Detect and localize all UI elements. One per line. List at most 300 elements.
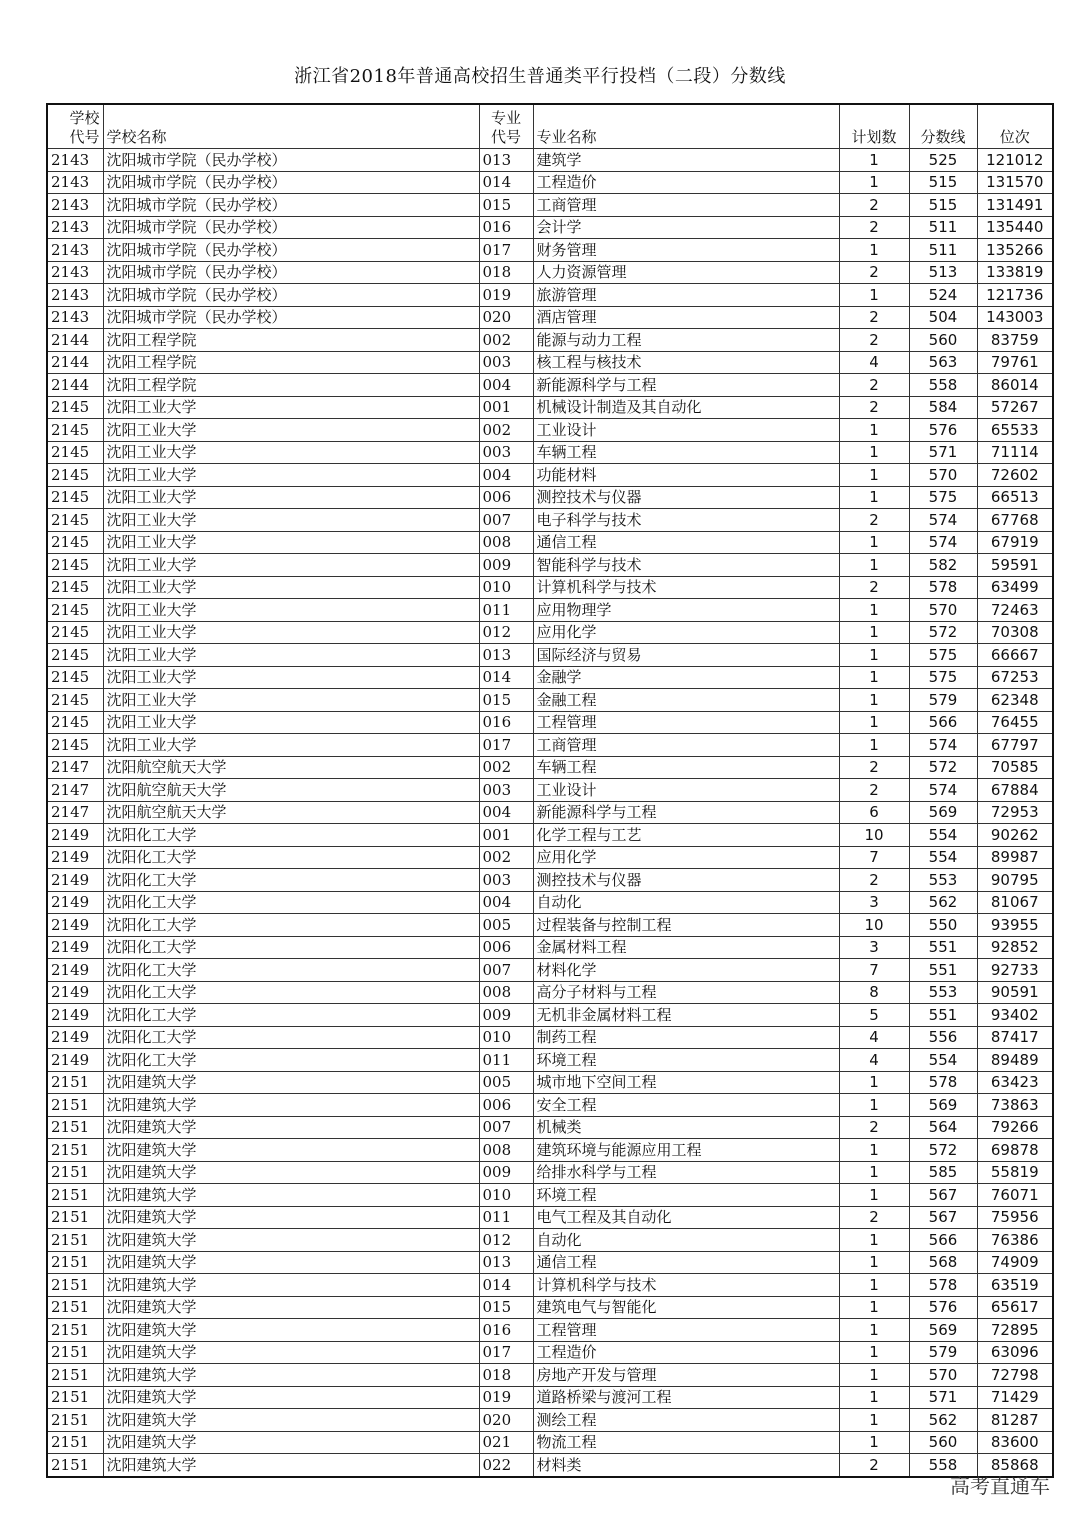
table-row xyxy=(47,1071,1053,1094)
plan-cell: 10 xyxy=(839,914,909,937)
plan-cell: 5 xyxy=(839,1004,909,1027)
header-plan: 计划数 xyxy=(839,104,909,149)
plan-cell: 1 xyxy=(839,419,909,442)
school-name-cell: 沈阳建筑大学 xyxy=(103,1251,479,1274)
table-row xyxy=(47,621,1053,644)
major-code-cell: 013 xyxy=(479,644,533,667)
major-code-cell: 010 xyxy=(479,1184,533,1207)
plan-cell: 1 xyxy=(839,644,909,667)
major-code-cell: 005 xyxy=(479,1071,533,1094)
score-cell: 574 xyxy=(909,779,977,802)
school-name-cell: 沈阳工业大学 xyxy=(103,419,479,442)
plan-cell: 1 xyxy=(839,171,909,194)
major-code-cell: 007 xyxy=(479,509,533,532)
school-code-cell: 2143 xyxy=(47,149,103,172)
major-code-cell: 007 xyxy=(479,1116,533,1139)
rank-cell: 55819 xyxy=(977,1161,1053,1184)
plan-cell: 1 xyxy=(839,1319,909,1342)
watermark-text: 高考直通车 xyxy=(950,1474,1050,1498)
score-cell: 585 xyxy=(909,1161,977,1184)
school-name-cell: 沈阳工业大学 xyxy=(103,711,479,734)
school-name-cell: 沈阳建筑大学 xyxy=(103,1341,479,1364)
score-cell: 504 xyxy=(909,306,977,329)
major-name-cell: 工程管理 xyxy=(533,1319,839,1342)
school-code-cell: 2145 xyxy=(47,734,103,757)
rank-cell: 90795 xyxy=(977,869,1053,892)
plan-cell: 1 xyxy=(839,464,909,487)
plan-cell: 1 xyxy=(839,1161,909,1184)
school-name-cell: 沈阳工业大学 xyxy=(103,396,479,419)
table-row xyxy=(47,486,1053,509)
score-cell: 511 xyxy=(909,216,977,239)
major-code-cell: 022 xyxy=(479,1454,533,1477)
score-cell: 551 xyxy=(909,936,977,959)
major-name-cell: 材料化学 xyxy=(533,959,839,982)
major-code-cell: 008 xyxy=(479,531,533,554)
table-row xyxy=(47,351,1053,374)
rank-cell: 83600 xyxy=(977,1431,1053,1454)
school-code-cell: 2145 xyxy=(47,599,103,622)
major-code-cell: 005 xyxy=(479,914,533,937)
table-row xyxy=(47,869,1053,892)
rank-cell: 71114 xyxy=(977,441,1053,464)
school-code-cell: 2151 xyxy=(47,1341,103,1364)
rank-cell: 86014 xyxy=(977,374,1053,397)
school-code-cell: 2149 xyxy=(47,936,103,959)
table-row xyxy=(47,756,1053,779)
plan-cell: 2 xyxy=(839,396,909,419)
rank-cell: 131491 xyxy=(977,194,1053,217)
score-cell: 574 xyxy=(909,531,977,554)
school-code-cell: 2145 xyxy=(47,554,103,577)
header-major-name: 专业名称 xyxy=(533,104,839,149)
plan-cell: 1 xyxy=(839,1229,909,1252)
school-name-cell: 沈阳工业大学 xyxy=(103,621,479,644)
school-code-cell: 2149 xyxy=(47,914,103,937)
rank-cell: 89987 xyxy=(977,846,1053,869)
major-name-cell: 应用化学 xyxy=(533,846,839,869)
school-name-cell: 沈阳建筑大学 xyxy=(103,1364,479,1387)
rank-cell: 79761 xyxy=(977,351,1053,374)
plan-cell: 2 xyxy=(839,756,909,779)
plan-cell: 7 xyxy=(839,959,909,982)
score-cell: 569 xyxy=(909,1094,977,1117)
school-name-cell: 沈阳城市学院（民办学校） xyxy=(103,149,479,172)
major-name-cell: 物流工程 xyxy=(533,1431,839,1454)
plan-cell: 1 xyxy=(839,441,909,464)
table-row xyxy=(47,734,1053,757)
major-name-cell: 测控技术与仪器 xyxy=(533,486,839,509)
rank-cell: 92733 xyxy=(977,959,1053,982)
major-name-cell: 工程管理 xyxy=(533,711,839,734)
rank-cell: 74909 xyxy=(977,1251,1053,1274)
table-row xyxy=(47,1004,1053,1027)
plan-cell: 1 xyxy=(839,1274,909,1297)
rank-cell: 90262 xyxy=(977,824,1053,847)
major-code-cell: 004 xyxy=(479,464,533,487)
score-cell: 569 xyxy=(909,1319,977,1342)
plan-cell: 2 xyxy=(839,779,909,802)
major-code-cell: 006 xyxy=(479,936,533,959)
score-cell: 560 xyxy=(909,1431,977,1454)
major-name-cell: 通信工程 xyxy=(533,531,839,554)
plan-cell: 4 xyxy=(839,1026,909,1049)
rank-cell: 67884 xyxy=(977,779,1053,802)
rank-cell: 79266 xyxy=(977,1116,1053,1139)
table-row xyxy=(47,1251,1053,1274)
school-name-cell: 沈阳建筑大学 xyxy=(103,1431,479,1454)
plan-cell: 2 xyxy=(839,329,909,352)
major-name-cell: 人力资源管理 xyxy=(533,261,839,284)
score-cell: 554 xyxy=(909,846,977,869)
score-cell: 576 xyxy=(909,419,977,442)
plan-cell: 2 xyxy=(839,306,909,329)
table-row xyxy=(47,1274,1053,1297)
score-cell: 571 xyxy=(909,441,977,464)
table-row xyxy=(47,846,1053,869)
score-cell: 511 xyxy=(909,239,977,262)
table-row xyxy=(47,1454,1053,1477)
major-code-cell: 019 xyxy=(479,284,533,307)
table-row xyxy=(47,1094,1053,1117)
score-cell: 515 xyxy=(909,194,977,217)
school-name-cell: 沈阳化工大学 xyxy=(103,1026,479,1049)
rank-cell: 67768 xyxy=(977,509,1053,532)
plan-cell: 3 xyxy=(839,936,909,959)
school-code-cell: 2151 xyxy=(47,1386,103,1409)
school-name-cell: 沈阳化工大学 xyxy=(103,914,479,937)
major-name-cell: 车辆工程 xyxy=(533,756,839,779)
school-name-cell: 沈阳化工大学 xyxy=(103,869,479,892)
table-row xyxy=(47,1049,1053,1072)
rank-cell: 89489 xyxy=(977,1049,1053,1072)
major-code-cell: 001 xyxy=(479,824,533,847)
score-cell: 570 xyxy=(909,464,977,487)
major-name-cell: 国际经济与贸易 xyxy=(533,644,839,667)
school-code-cell: 2145 xyxy=(47,509,103,532)
plan-cell: 1 xyxy=(839,1431,909,1454)
school-code-cell: 2145 xyxy=(47,464,103,487)
major-code-cell: 004 xyxy=(479,801,533,824)
table-row xyxy=(47,509,1053,532)
major-name-cell: 机械设计制造及其自动化 xyxy=(533,396,839,419)
school-code-cell: 2145 xyxy=(47,711,103,734)
major-code-cell: 021 xyxy=(479,1431,533,1454)
school-code-cell: 2151 xyxy=(47,1319,103,1342)
major-name-cell: 会计学 xyxy=(533,216,839,239)
score-cell: 576 xyxy=(909,1296,977,1319)
major-name-cell: 财务管理 xyxy=(533,239,839,262)
score-cell: 578 xyxy=(909,1071,977,1094)
school-name-cell: 沈阳航空航天大学 xyxy=(103,801,479,824)
score-cell: 579 xyxy=(909,1341,977,1364)
major-name-cell: 车辆工程 xyxy=(533,441,839,464)
table-row xyxy=(47,1139,1053,1162)
score-cell: 584 xyxy=(909,396,977,419)
table-row xyxy=(47,1386,1053,1409)
major-code-cell: 010 xyxy=(479,1026,533,1049)
rank-cell: 81067 xyxy=(977,891,1053,914)
table-row xyxy=(47,1319,1053,1342)
school-name-cell: 沈阳建筑大学 xyxy=(103,1319,479,1342)
rank-cell: 73863 xyxy=(977,1094,1053,1117)
major-name-cell: 自动化 xyxy=(533,1229,839,1252)
school-code-cell: 2145 xyxy=(47,666,103,689)
school-code-cell: 2151 xyxy=(47,1071,103,1094)
major-name-cell: 房地产开发与管理 xyxy=(533,1364,839,1387)
school-name-cell: 沈阳工业大学 xyxy=(103,666,479,689)
plan-cell: 1 xyxy=(839,1364,909,1387)
school-name-cell: 沈阳城市学院（民办学校） xyxy=(103,239,479,262)
school-name-cell: 沈阳工业大学 xyxy=(103,644,479,667)
major-code-cell: 014 xyxy=(479,171,533,194)
school-code-cell: 2149 xyxy=(47,846,103,869)
score-cell: 551 xyxy=(909,1004,977,1027)
school-name-cell: 沈阳建筑大学 xyxy=(103,1071,479,1094)
major-code-cell: 007 xyxy=(479,959,533,982)
rank-cell: 67919 xyxy=(977,531,1053,554)
plan-cell: 1 xyxy=(839,1386,909,1409)
major-code-cell: 014 xyxy=(479,1274,533,1297)
rank-cell: 72798 xyxy=(977,1364,1053,1387)
school-code-cell: 2144 xyxy=(47,351,103,374)
school-code-cell: 2143 xyxy=(47,171,103,194)
rank-cell: 67797 xyxy=(977,734,1053,757)
table-row xyxy=(47,149,1053,172)
rank-cell: 72602 xyxy=(977,464,1053,487)
table-row xyxy=(47,284,1053,307)
score-cell: 550 xyxy=(909,914,977,937)
major-code-cell: 017 xyxy=(479,239,533,262)
major-name-cell: 工业设计 xyxy=(533,419,839,442)
major-code-cell: 017 xyxy=(479,734,533,757)
school-name-cell: 沈阳建筑大学 xyxy=(103,1161,479,1184)
major-code-cell: 008 xyxy=(479,981,533,1004)
plan-cell: 1 xyxy=(839,734,909,757)
school-code-cell: 2147 xyxy=(47,779,103,802)
major-name-cell: 功能材料 xyxy=(533,464,839,487)
rank-cell: 70308 xyxy=(977,621,1053,644)
rank-cell: 76455 xyxy=(977,711,1053,734)
rank-cell: 69878 xyxy=(977,1139,1053,1162)
header-school-name: 学校名称 xyxy=(103,104,479,149)
major-name-cell: 建筑学 xyxy=(533,149,839,172)
score-cell: 574 xyxy=(909,734,977,757)
table-row xyxy=(47,1184,1053,1207)
plan-cell: 2 xyxy=(839,1206,909,1229)
major-code-cell: 009 xyxy=(479,554,533,577)
major-name-cell: 工业设计 xyxy=(533,779,839,802)
school-name-cell: 沈阳工业大学 xyxy=(103,509,479,532)
plan-cell: 1 xyxy=(839,689,909,712)
rank-cell: 76386 xyxy=(977,1229,1053,1252)
major-name-cell: 电气工程及其自动化 xyxy=(533,1206,839,1229)
table-row xyxy=(47,261,1053,284)
major-name-cell: 自动化 xyxy=(533,891,839,914)
major-name-cell: 环境工程 xyxy=(533,1184,839,1207)
major-name-cell: 核工程与核技术 xyxy=(533,351,839,374)
rank-cell: 65533 xyxy=(977,419,1053,442)
major-code-cell: 012 xyxy=(479,621,533,644)
table-row xyxy=(47,936,1053,959)
major-code-cell: 015 xyxy=(479,689,533,712)
table-row xyxy=(47,1206,1053,1229)
major-code-cell: 004 xyxy=(479,891,533,914)
score-cell: 524 xyxy=(909,284,977,307)
school-name-cell: 沈阳工业大学 xyxy=(103,599,479,622)
major-code-cell: 011 xyxy=(479,1206,533,1229)
rank-cell: 63519 xyxy=(977,1274,1053,1297)
major-code-cell: 017 xyxy=(479,1341,533,1364)
major-code-cell: 001 xyxy=(479,396,533,419)
plan-cell: 2 xyxy=(839,216,909,239)
major-code-cell: 003 xyxy=(479,441,533,464)
school-code-cell: 2149 xyxy=(47,824,103,847)
school-code-cell: 2149 xyxy=(47,891,103,914)
table-row xyxy=(47,1026,1053,1049)
school-name-cell: 沈阳工业大学 xyxy=(103,486,479,509)
plan-cell: 2 xyxy=(839,374,909,397)
major-name-cell: 应用物理学 xyxy=(533,599,839,622)
table-row xyxy=(47,1296,1053,1319)
school-name-cell: 沈阳建筑大学 xyxy=(103,1206,479,1229)
school-name-cell: 沈阳建筑大学 xyxy=(103,1274,479,1297)
major-code-cell: 015 xyxy=(479,1296,533,1319)
school-code-cell: 2149 xyxy=(47,1026,103,1049)
plan-cell: 1 xyxy=(839,1296,909,1319)
school-code-cell: 2143 xyxy=(47,194,103,217)
rank-cell: 143003 xyxy=(977,306,1053,329)
score-cell: 553 xyxy=(909,981,977,1004)
score-cell: 575 xyxy=(909,666,977,689)
score-cell: 556 xyxy=(909,1026,977,1049)
plan-cell: 2 xyxy=(839,509,909,532)
major-code-cell: 009 xyxy=(479,1161,533,1184)
score-cell: 515 xyxy=(909,171,977,194)
major-code-cell: 018 xyxy=(479,1364,533,1387)
rank-cell: 71429 xyxy=(977,1386,1053,1409)
table-row xyxy=(47,239,1053,262)
major-name-cell: 制药工程 xyxy=(533,1026,839,1049)
major-name-cell: 机械类 xyxy=(533,1116,839,1139)
table-row xyxy=(47,1431,1053,1454)
page-title: 浙江省2018年普通高校招生普通类平行投档（二段）分数线 xyxy=(294,66,786,87)
school-code-cell: 2149 xyxy=(47,1049,103,1072)
rank-cell: 85868 xyxy=(977,1454,1053,1477)
table-row xyxy=(47,779,1053,802)
rank-cell: 65617 xyxy=(977,1296,1053,1319)
rank-cell: 131570 xyxy=(977,171,1053,194)
school-name-cell: 沈阳工业大学 xyxy=(103,441,479,464)
table-row xyxy=(47,1116,1053,1139)
school-name-cell: 沈阳化工大学 xyxy=(103,891,479,914)
rank-cell: 135440 xyxy=(977,216,1053,239)
major-code-cell: 018 xyxy=(479,261,533,284)
table-row xyxy=(47,216,1053,239)
score-cell: 575 xyxy=(909,644,977,667)
rank-cell: 67253 xyxy=(977,666,1053,689)
table-row xyxy=(47,1364,1053,1387)
major-code-cell: 006 xyxy=(479,1094,533,1117)
plan-cell: 2 xyxy=(839,261,909,284)
table-row xyxy=(47,306,1053,329)
rank-cell: 75956 xyxy=(977,1206,1053,1229)
rank-cell: 121736 xyxy=(977,284,1053,307)
table-row xyxy=(47,1341,1053,1364)
major-name-cell: 金融工程 xyxy=(533,689,839,712)
rank-cell: 90591 xyxy=(977,981,1053,1004)
major-name-cell: 新能源科学与工程 xyxy=(533,374,839,397)
rank-cell: 93402 xyxy=(977,1004,1053,1027)
major-name-cell: 建筑电气与智能化 xyxy=(533,1296,839,1319)
school-code-cell: 2151 xyxy=(47,1454,103,1477)
school-code-cell: 2151 xyxy=(47,1139,103,1162)
rank-cell: 63499 xyxy=(977,576,1053,599)
major-name-cell: 金属材料工程 xyxy=(533,936,839,959)
score-cell: 572 xyxy=(909,621,977,644)
school-code-cell: 2151 xyxy=(47,1296,103,1319)
plan-cell: 4 xyxy=(839,1049,909,1072)
plan-cell: 1 xyxy=(839,531,909,554)
school-code-cell: 2145 xyxy=(47,644,103,667)
score-cell: 568 xyxy=(909,1251,977,1274)
major-name-cell: 测绘工程 xyxy=(533,1409,839,1432)
school-code-cell: 2147 xyxy=(47,801,103,824)
plan-cell: 1 xyxy=(839,486,909,509)
school-code-cell: 2145 xyxy=(47,689,103,712)
score-cell: 575 xyxy=(909,486,977,509)
rank-cell: 63096 xyxy=(977,1341,1053,1364)
rank-cell: 83759 xyxy=(977,329,1053,352)
rank-cell: 59591 xyxy=(977,554,1053,577)
rank-cell: 92852 xyxy=(977,936,1053,959)
plan-cell: 1 xyxy=(839,1139,909,1162)
score-cell: 572 xyxy=(909,1139,977,1162)
table-row xyxy=(47,329,1053,352)
score-cell: 578 xyxy=(909,1274,977,1297)
score-cell: 563 xyxy=(909,351,977,374)
major-name-cell: 高分子材料与工程 xyxy=(533,981,839,1004)
school-name-cell: 沈阳化工大学 xyxy=(103,1004,479,1027)
score-table xyxy=(46,103,1054,1478)
school-name-cell: 沈阳工业大学 xyxy=(103,734,479,757)
table-header-row xyxy=(47,104,1053,149)
table-row xyxy=(47,1409,1053,1432)
rank-cell: 66513 xyxy=(977,486,1053,509)
major-code-cell: 008 xyxy=(479,1139,533,1162)
major-code-cell: 013 xyxy=(479,149,533,172)
school-code-cell: 2143 xyxy=(47,216,103,239)
school-code-cell: 2145 xyxy=(47,441,103,464)
major-name-cell: 能源与动力工程 xyxy=(533,329,839,352)
score-cell: 567 xyxy=(909,1206,977,1229)
plan-cell: 2 xyxy=(839,1454,909,1477)
score-cell: 579 xyxy=(909,689,977,712)
rank-cell: 121012 xyxy=(977,149,1053,172)
school-name-cell: 沈阳建筑大学 xyxy=(103,1116,479,1139)
plan-cell: 1 xyxy=(839,284,909,307)
major-name-cell: 通信工程 xyxy=(533,1251,839,1274)
school-name-cell: 沈阳建筑大学 xyxy=(103,1184,479,1207)
major-name-cell: 旅游管理 xyxy=(533,284,839,307)
table-row xyxy=(47,374,1053,397)
major-code-cell: 013 xyxy=(479,1251,533,1274)
rank-cell: 62348 xyxy=(977,689,1053,712)
plan-cell: 1 xyxy=(839,621,909,644)
plan-cell: 8 xyxy=(839,981,909,1004)
score-cell: 572 xyxy=(909,756,977,779)
table-row xyxy=(47,711,1053,734)
